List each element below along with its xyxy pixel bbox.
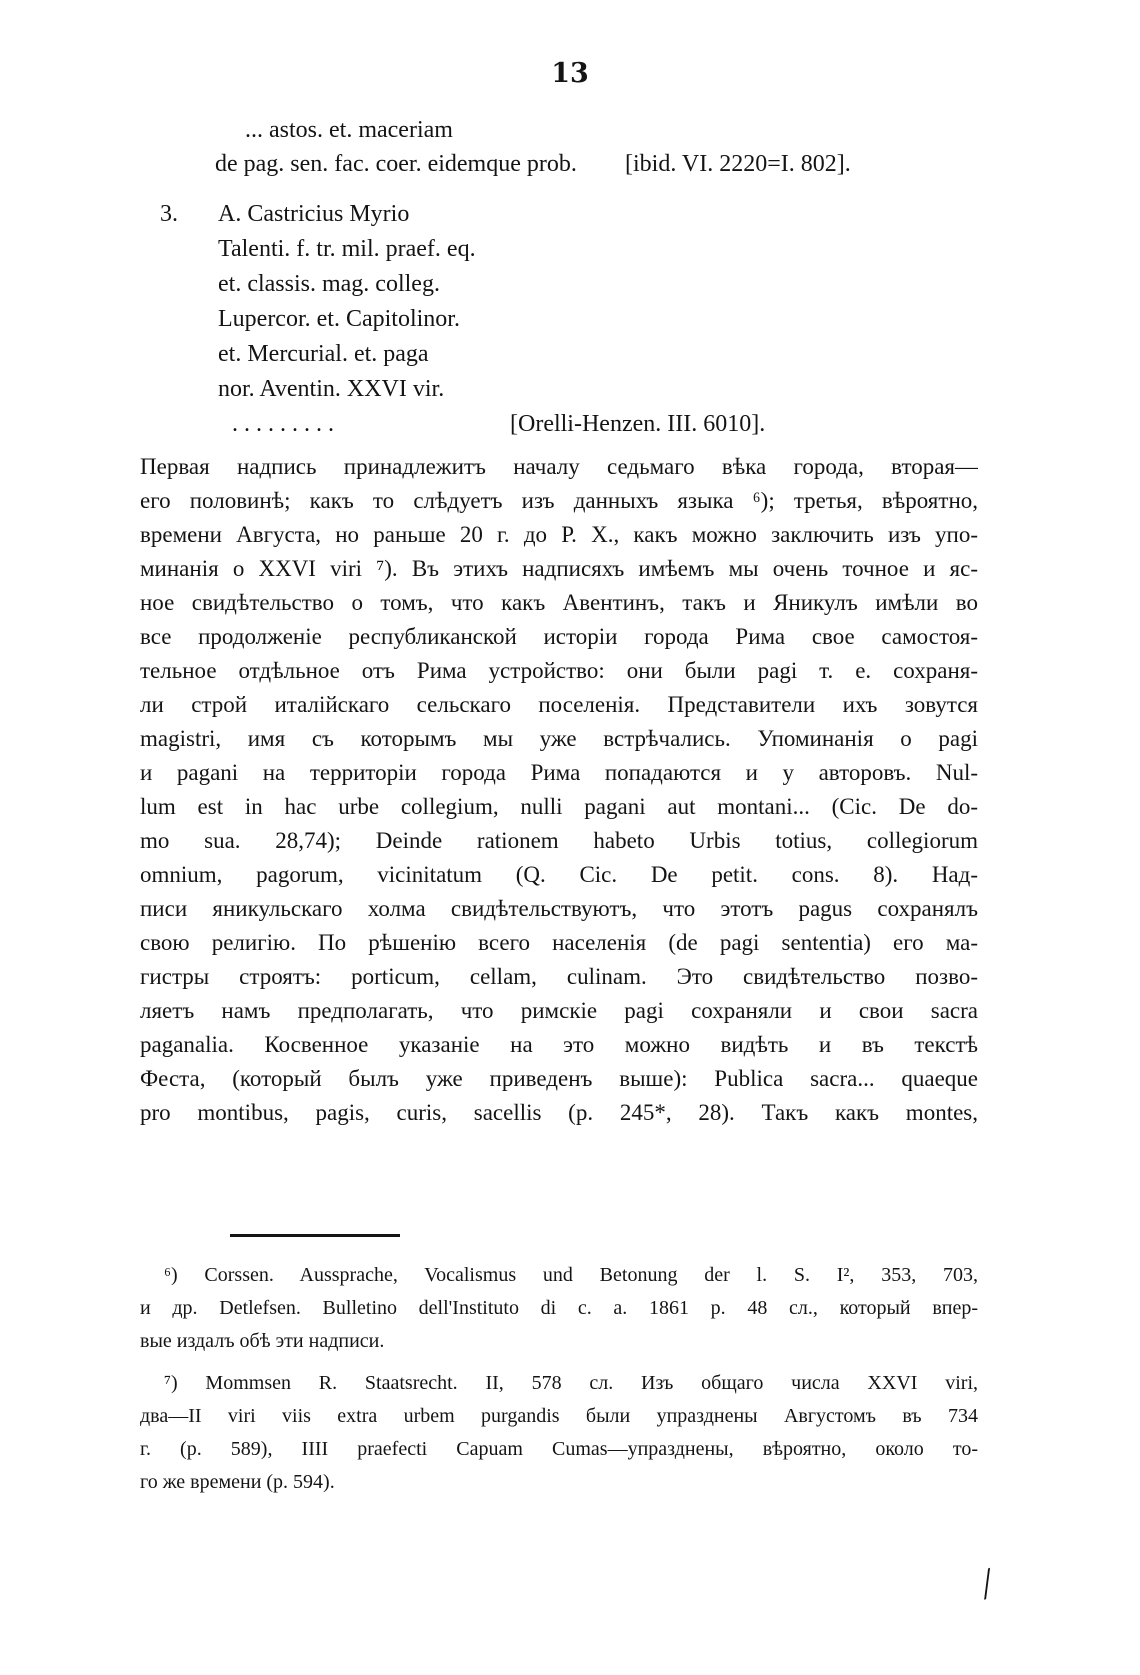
body-line: lum est in hac urbe collegium, nulli pagani aut montani... (Cic. De do- [140, 794, 978, 819]
body-line: ляетъ намъ предполагать, что римскіе pagi сохраняли и свои sacra [140, 998, 978, 1023]
body-line: тельное отдѣльное отъ Рима устройство: они были pagi т. е. сохраня- [140, 658, 978, 683]
body-line: минанія о XXVI viri ⁷). Въ этихъ надписяхъ имѣемъ мы очень точное и яс- [140, 556, 978, 581]
body-line: Феста, (который былъ уже приведенъ выше): Publica sacra... quaeque [140, 1066, 978, 1091]
body-line: paganalia. Косвенное указаніе на это можно видѣть и въ текстѣ [140, 1032, 978, 1057]
inscription-line: A. Castricius Myrio [218, 201, 410, 227]
body-line: и pagani на территоріи города Рима попадаются и у авторовъ. Nul- [140, 760, 978, 785]
body-line: mo sua. 28,74); Deinde rationem habeto Urbis totius, collegiorum [140, 828, 978, 853]
body-line: omnium, pagorum, vicinitatum (Q. Cic. De petit. cons. 8). Над- [140, 862, 978, 887]
inscription-line: et. Mercurial. et. paga [218, 341, 429, 367]
inscription-line: de pag. sen. fac. coer. eidemque prob. [215, 151, 577, 177]
footnote-line: два—II viri viis extra urbem purgandis были упразднены Августомъ въ 734 [140, 1405, 978, 1427]
body-line: ли строй италійскаго сельскаго поселенія. Представители ихъ зовутся [140, 692, 978, 717]
inscription-line: ... astos. et. maceriam [245, 117, 453, 143]
body-line: pro montibus, pagis, curis, sacellis (p. 245*, 28). Такъ какъ montes, [140, 1100, 978, 1125]
footnote-rule [230, 1234, 400, 1237]
body-line: его половинѣ; какъ то слѣдуетъ изъ данныхъ языка ⁶); третья, вѣроятно, [140, 488, 978, 513]
body-line: все продолженіе республиканской исторіи города Рима свое самостоя- [140, 624, 978, 649]
footnote-line: и др. Detlefsen. Bulletino dell'Instituto di c. a. 1861 p. 48 сл., который впер- [140, 1297, 978, 1319]
body-line: magistri, имя съ которымъ мы уже встрѣчались. Упоминанія о pagi [140, 726, 978, 751]
body-line: ное свидѣтельство о томъ, что какъ Авентинъ, такъ и Яникулъ имѣли во [140, 590, 978, 615]
body-line: гистры строятъ: porticum, cellam, culinam. Это свидѣтельство позво- [140, 964, 978, 989]
page-number: 13 [551, 58, 589, 89]
inscription-line: Lupercor. et. Capitolinor. [218, 306, 460, 332]
footnote-line: вые издалъ обѣ эти надписи. [140, 1330, 385, 1352]
inscription-citation: [ibid. VI. 2220=I. 802]. [625, 151, 851, 177]
footnote-line: г. (p. 589), IIII praefecti Capuam Cumas—упразднены, вѣроятно, около то- [140, 1438, 978, 1460]
footnote-line: ⁷) Mommsen R. Staatsrecht. II, 578 сл. Изъ общаго числа XXVI viri, [164, 1372, 978, 1394]
ink-mark: ╱ [975, 1568, 999, 1600]
body-line: писи яникульскаго холма свидѣтельствуютъ, что этотъ pagus сохранялъ [140, 896, 978, 921]
inscription-line: et. classis. mag. colleg. [218, 271, 440, 297]
inscription-citation: [Orelli-Henzen. III. 6010]. [510, 411, 766, 437]
inscription-line: nor. Aventin. XXVI vir. [218, 376, 445, 402]
body-line: свою религію. По рѣшенію всего населенія (de pagi sententia) его ма- [140, 930, 978, 955]
inscription-number: 3. [160, 201, 178, 227]
body-line: Первая надпись принадлежитъ началу седьмаго вѣка города, вторая— [140, 454, 978, 479]
inscription-dots: . . . . . . . . . [232, 411, 334, 437]
body-line: времени Августа, но раньше 20 г. до Р. Х., какъ можно заключить изъ упо- [140, 522, 978, 547]
footnote-line: ⁶) Corssen. Aussprache, Vocalismus und Betonung der l. S. I², 353, 703, [164, 1264, 978, 1286]
inscription-line: Talenti. f. tr. mil. praef. eq. [218, 236, 476, 262]
footnote-line: го же времени (p. 594). [140, 1471, 335, 1493]
